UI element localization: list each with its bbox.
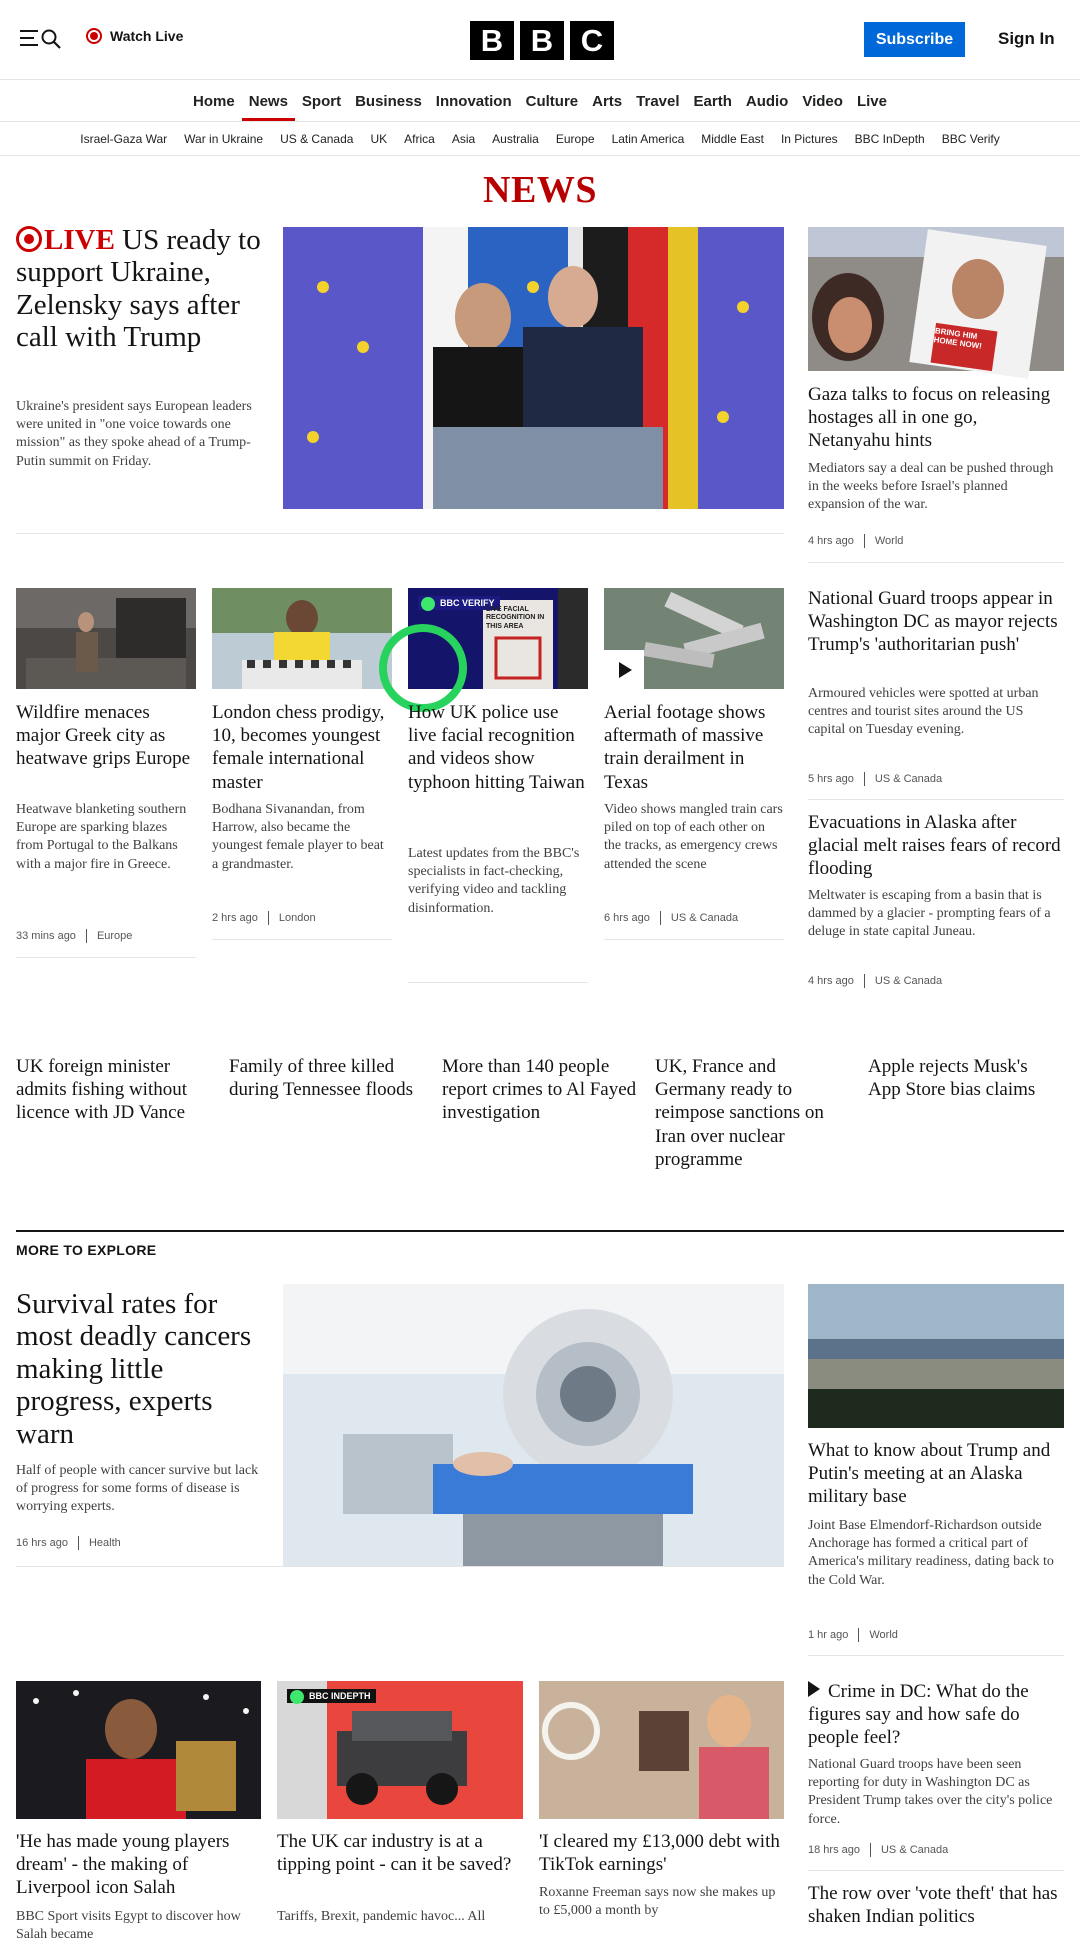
- timestamp: 18 hrs ago: [808, 1844, 860, 1856]
- sub-nav: [0, 122, 1080, 156]
- card-headline[interactable]: London chess prodigy, 10, becomes youngest female international master: [212, 702, 385, 793]
- card-summary: BBC Sport visits Egypt to discover how Salah became: [16, 1909, 241, 1943]
- story-headline[interactable]: The row over 'vote theft' that has shaken Indian politics: [808, 1883, 1058, 1928]
- subnav-item[interactable]: Latin America: [611, 131, 685, 146]
- section-divider: [16, 1230, 1064, 1232]
- cancer-image[interactable]: [283, 1284, 784, 1566]
- story-meta: [808, 974, 942, 988]
- wildfire-image[interactable]: [16, 588, 196, 689]
- menu-search-button[interactable]: [20, 26, 62, 52]
- timestamp: 4 hrs ago: [808, 535, 854, 547]
- play-icon: [619, 662, 632, 678]
- sign-text: LIVE FACIAL RECOGNITION IN THIS AREA: [486, 606, 545, 630]
- nav-video[interactable]: Video: [802, 92, 843, 110]
- story-tag[interactable]: London: [278, 912, 316, 924]
- card-meta: [16, 929, 132, 943]
- nav-culture[interactable]: Culture: [525, 92, 579, 110]
- subnav-item[interactable]: UK: [370, 131, 388, 146]
- divider: [16, 1566, 784, 1567]
- nav-news[interactable]: News: [242, 81, 295, 121]
- card-summary: Tariffs, Brexit, pandemic havoc... All: [277, 1909, 486, 1924]
- subnav-item[interactable]: BBC InDepth: [854, 131, 925, 146]
- timestamp: 4 hrs ago: [808, 975, 854, 987]
- subnav-item[interactable]: Australia: [492, 131, 539, 146]
- play-icon: [808, 1681, 820, 1697]
- nav-innovation[interactable]: Innovation: [435, 92, 512, 110]
- sign-in-link[interactable]: Sign In: [998, 29, 1055, 48]
- nav-sport[interactable]: Sport: [301, 92, 342, 110]
- story-summary: National Guard troops have been seen reporting for duty in Washington DC as President Trump takes over the city's police force.: [808, 1757, 1053, 1827]
- lead-headline-text: US ready to support Ukraine, Zelensky says after call with Trump: [16, 224, 261, 354]
- alaska-image[interactable]: [808, 1284, 1064, 1428]
- watch-live-label: Watch Live: [110, 28, 184, 44]
- story-headline[interactable]: Evacuations in Alaska after glacial melt raises fears of record flooding: [808, 812, 1061, 880]
- subnav-item[interactable]: US & Canada: [280, 131, 354, 146]
- story-summary: Joint Base Elmendorf-Richardson outside Anchorage has formed a critical part of America's military readiness, dating back to the Cold War.: [808, 1518, 1054, 1588]
- bbc-verify-badge: BBC VERIFY: [418, 596, 500, 610]
- explore-lead-headline[interactable]: Survival rates for most deadly cancers making little progress, experts warn: [16, 1288, 252, 1450]
- subnav-item[interactable]: In Pictures: [780, 131, 838, 146]
- subnav-item[interactable]: BBC Verify: [941, 131, 1000, 146]
- card-headline[interactable]: How UK police use live facial recognition and videos show typhoon hitting Taiwan: [408, 702, 585, 793]
- explore-lead-summary: Half of people with cancer survive but lack of progress for some forms of disease is worrying experts.: [16, 1463, 259, 1515]
- brief-headline[interactable]: UK, France and Germany ready to reimpose sanctions on Iran over nuclear programme: [655, 1056, 824, 1170]
- card-summary: Latest updates from the BBC's specialists in fact-checking, verifying video and tackling disinformation.: [408, 846, 580, 916]
- nav-arts[interactable]: Arts: [592, 92, 623, 110]
- story-tag[interactable]: US & Canada: [874, 773, 943, 785]
- timestamp: 6 hrs ago: [604, 912, 650, 924]
- verify-image[interactable]: [408, 588, 588, 689]
- page-title: NEWS: [483, 169, 597, 211]
- timestamp: 1 hr ago: [808, 1629, 849, 1641]
- brief-headline[interactable]: Family of three killed during Tennessee floods: [229, 1056, 414, 1101]
- story-tag[interactable]: Health: [88, 1537, 121, 1549]
- brief-headline[interactable]: Apple rejects Musk's App Store bias claims: [868, 1056, 1036, 1101]
- timestamp: 16 hrs ago: [16, 1537, 68, 1549]
- story-headline[interactable]: National Guard troops appear in Washington DC as mayor rejects Trump's 'authoritarian push': [808, 588, 1058, 656]
- divider: [808, 1655, 1064, 1656]
- divider: [808, 1870, 1064, 1871]
- nav-earth[interactable]: Earth: [693, 92, 732, 110]
- timestamp: 2 hrs ago: [212, 912, 258, 924]
- divider: [808, 799, 1064, 800]
- story-meta: [808, 1628, 898, 1642]
- story-tag[interactable]: US & Canada: [874, 975, 943, 987]
- story-tag[interactable]: US & Canada: [880, 1844, 949, 1856]
- card-summary: Bodhana Sivanandan, from Harrow, also became the youngest female player to beat a grandmaster.: [212, 802, 384, 872]
- story-tag[interactable]: US & Canada: [670, 912, 739, 924]
- bbc-logo[interactable]: [470, 21, 614, 60]
- lead-image[interactable]: [283, 227, 784, 509]
- card-headline[interactable]: 'I cleared my £13,000 debt with TikTok earnings': [539, 1831, 780, 1876]
- subnav-item[interactable]: Asia: [451, 131, 476, 146]
- timestamp: 5 hrs ago: [808, 773, 854, 785]
- section-heading: MORE TO EXPLORE: [16, 1242, 157, 1258]
- brief-headline[interactable]: UK foreign minister admits fishing without licence with JD Vance: [16, 1056, 187, 1124]
- story-summary: Mediators say a deal can be pushed through in the weeks before Israel's planned expansion of the war.: [808, 461, 1054, 513]
- bbc-indepth-badge: BBC INDEPTH: [287, 1689, 376, 1703]
- story-summary: Meltwater is escaping from a basin that is dammed by a glacier - prompting fears of a deluge in state capital Juneau.: [808, 888, 1051, 940]
- sign-text: BRING HIM HOME NOW!: [933, 326, 983, 351]
- logo-letter: B: [520, 21, 564, 60]
- subscribe-button[interactable]: Subscribe: [864, 22, 965, 57]
- card-summary: Heatwave blanketing southern Europe are sparking blazes from Portugal to the Balkans with a major fire in Greece.: [16, 802, 187, 872]
- nav-audio[interactable]: Audio: [745, 92, 789, 110]
- story-tag[interactable]: World: [869, 1629, 898, 1641]
- site-header: [0, 0, 1080, 80]
- chess-image[interactable]: [212, 588, 392, 689]
- live-label: LIVE: [44, 224, 115, 256]
- lead-headline[interactable]: [16, 224, 268, 354]
- search-icon[interactable]: [40, 28, 62, 50]
- timestamp: 33 mins ago: [16, 930, 76, 942]
- car-image[interactable]: [277, 1681, 523, 1819]
- card-meta: [212, 911, 316, 925]
- story-meta: [16, 1536, 121, 1550]
- story-headline[interactable]: [808, 1680, 1064, 1750]
- nav-live[interactable]: Live: [856, 92, 887, 110]
- subnav-item[interactable]: War in Ukraine: [184, 131, 264, 146]
- subnav-item[interactable]: Israel-Gaza War: [80, 131, 168, 146]
- card-meta: [604, 911, 738, 925]
- story-tag[interactable]: Europe: [96, 930, 133, 942]
- card-headline[interactable]: 'He has made young players dream' - the making of Liverpool icon Salah: [16, 1831, 230, 1899]
- story-summary: Armoured vehicles were spotted at urban centres and tourist sites around the US capital on Tuesday evening.: [808, 686, 1039, 738]
- story-tag[interactable]: World: [874, 535, 904, 547]
- main-nav: [0, 81, 1080, 122]
- subnav-item[interactable]: Middle East: [701, 131, 764, 146]
- card-summary: Video shows mangled train cars piled on top of each other on the tracks, as emergency crews attended the scene: [604, 802, 783, 872]
- story-headline[interactable]: Gaza talks to focus on releasing hostages all in one go, Netanyahu hints: [808, 384, 1051, 452]
- divider: [212, 939, 392, 940]
- gaza-image[interactable]: [808, 227, 1064, 371]
- divider: [808, 562, 1064, 563]
- live-icon: [16, 226, 42, 252]
- play-button[interactable]: [604, 650, 644, 689]
- salah-image[interactable]: [16, 1681, 261, 1819]
- brief-headline[interactable]: More than 140 people report crimes to Al Fayed investigation: [442, 1056, 637, 1124]
- card-summary: Roxanne Freeman says now she makes up to £5,000 a month by: [539, 1885, 776, 1919]
- subnav-item[interactable]: Europe: [555, 131, 595, 146]
- logo-letter: B: [470, 21, 514, 60]
- card-headline[interactable]: The UK car industry is at a tipping point - can it be saved?: [277, 1831, 512, 1876]
- watch-live-link[interactable]: [86, 28, 183, 44]
- story-meta: [808, 1843, 948, 1857]
- story-headline[interactable]: What to know about Trump and Putin's meeting at an Alaska military base: [808, 1440, 1051, 1508]
- lead-summary: Ukraine's president says European leaders were united in "one voice towards one mission" as they spoke ahead of a Trump-Putin summit on Friday.: [16, 399, 252, 469]
- divider: [408, 982, 588, 983]
- live-icon: [86, 28, 102, 44]
- story-meta: [808, 534, 903, 548]
- nav-travel[interactable]: Travel: [636, 92, 680, 110]
- story-meta: [808, 772, 942, 786]
- divider: [16, 533, 784, 534]
- card-headline[interactable]: Wildfire menaces major Greek city as heatwave grips Europe: [16, 702, 191, 770]
- nav-business[interactable]: Business: [355, 92, 422, 110]
- divider: [604, 939, 784, 940]
- card-headline[interactable]: Aerial footage shows aftermath of massive train derailment in Texas: [604, 702, 766, 793]
- subnav-item[interactable]: Africa: [404, 131, 435, 146]
- story-headline-text: Crime in DC: What do the figures say and how safe do people feel?: [808, 1681, 1029, 1749]
- tiktok-image[interactable]: [539, 1681, 784, 1819]
- logo-letter: C: [570, 21, 614, 60]
- divider: [16, 957, 196, 958]
- menu-icon[interactable]: [20, 30, 38, 46]
- nav-home[interactable]: Home: [193, 92, 235, 110]
